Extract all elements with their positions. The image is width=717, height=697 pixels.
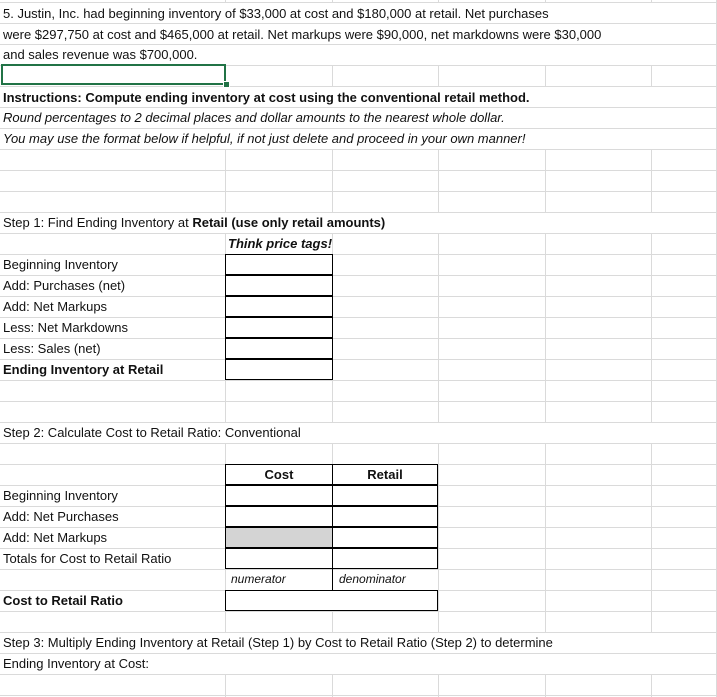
step3-line-1: Step 3: Multiply Ending Inventory at Retail (Step 1) by Cost to Retail Ratio (Step 2) to determine — [3, 635, 553, 650]
step1-row-beginning-inventory: Beginning Inventory — [3, 257, 118, 272]
step2-cost-header: Cost — [225, 464, 333, 485]
grid-row-line — [0, 338, 717, 339]
step2-purchases-retail-input[interactable] — [332, 506, 438, 527]
step2-markups-cost-shaded — [225, 527, 333, 548]
problem-line-3: and sales revenue was $700,000. — [3, 47, 198, 62]
instructions-rounding: Round percentages to 2 decimal places and dollar amounts to the nearest whole dollar. — [3, 110, 505, 125]
step2-retail-header: Retail — [332, 464, 438, 485]
step2-beginning-retail-input[interactable] — [332, 485, 438, 506]
step1-row-less-sales: Less: Sales (net) — [3, 341, 101, 356]
step2-ratio-input[interactable] — [225, 590, 438, 611]
grid-row-line — [0, 380, 717, 381]
step2-ratio-label: Cost to Retail Ratio — [3, 593, 123, 608]
grid-row-line — [0, 296, 717, 297]
instructions-title: Instructions: Compute ending inventory at cost using the conventional retail method. — [3, 90, 530, 105]
grid-row-line — [0, 170, 717, 171]
step2-totals-cost-input[interactable] — [225, 548, 333, 569]
grid-row-line — [0, 401, 717, 402]
step2-denominator-label: denominator — [339, 572, 406, 586]
step1-row-less-net-markdowns: Less: Net Markdowns — [3, 320, 128, 335]
step2-row-totals: Totals for Cost to Retail Ratio — [3, 551, 172, 566]
step2-row-add-net-markups: Add: Net Markups — [3, 530, 108, 545]
step1-net-markups-input[interactable] — [225, 296, 333, 317]
step1-beginning-inventory-input[interactable] — [225, 254, 333, 275]
step1-title-bold: Retail (use only retail amounts) — [192, 215, 386, 230]
grid-row-line — [0, 674, 717, 675]
step1-row-add-purchases: Add: Purchases (net) — [3, 278, 126, 293]
step1-net-markdowns-input[interactable] — [225, 317, 333, 338]
grid-row-line — [0, 443, 717, 444]
step2-numerator-label: numerator — [231, 572, 286, 586]
grid-row-line — [0, 695, 717, 696]
problem-line-1: 5. Justin, Inc. had beginning inventory of $33,000 at cost and $180,000 at retail. Net purchases — [3, 6, 549, 21]
step2-divider — [332, 569, 333, 590]
grid-row-line — [0, 611, 717, 612]
grid-row-line — [0, 233, 717, 234]
problem-line-2: were $297,750 at cost and $465,000 at retail. Net markups were $90,000, net markdowns were $30,000 — [3, 27, 602, 42]
step3-line-2: Ending Inventory at Cost: — [3, 656, 149, 671]
step1-sales-input[interactable] — [225, 338, 333, 359]
step2-purchases-cost-input[interactable] — [225, 506, 333, 527]
step1-title — [3, 212, 385, 233]
step1-purchases-input[interactable] — [225, 275, 333, 296]
step1-row-add-net-markups: Add: Net Markups — [3, 299, 108, 314]
grid-row-line — [0, 191, 717, 192]
step1-ending-inventory-input[interactable] — [225, 359, 333, 380]
step2-row-beginning-inventory: Beginning Inventory — [3, 488, 118, 503]
step2-markups-retail-input[interactable] — [332, 527, 438, 548]
grid-row-line — [0, 149, 717, 150]
selected-cell[interactable] — [1, 64, 226, 85]
step2-title: Step 2: Calculate Cost to Retail Ratio: Conventional — [3, 425, 301, 440]
step2-totals-retail-input[interactable] — [332, 548, 438, 569]
step2-beginning-cost-input[interactable] — [225, 485, 333, 506]
step1-title-plain: Step 1: Find Ending Inventory at — [3, 215, 193, 230]
step1-hint: Think price tags! — [228, 236, 333, 251]
step1-row-ending-inventory-retail: Ending Inventory at Retail — [3, 362, 164, 377]
instructions-format: You may use the format below if helpful, if not just delete and proceed in your own manner! — [3, 131, 526, 146]
step2-row-add-net-purchases: Add: Net Purchases — [3, 509, 119, 524]
